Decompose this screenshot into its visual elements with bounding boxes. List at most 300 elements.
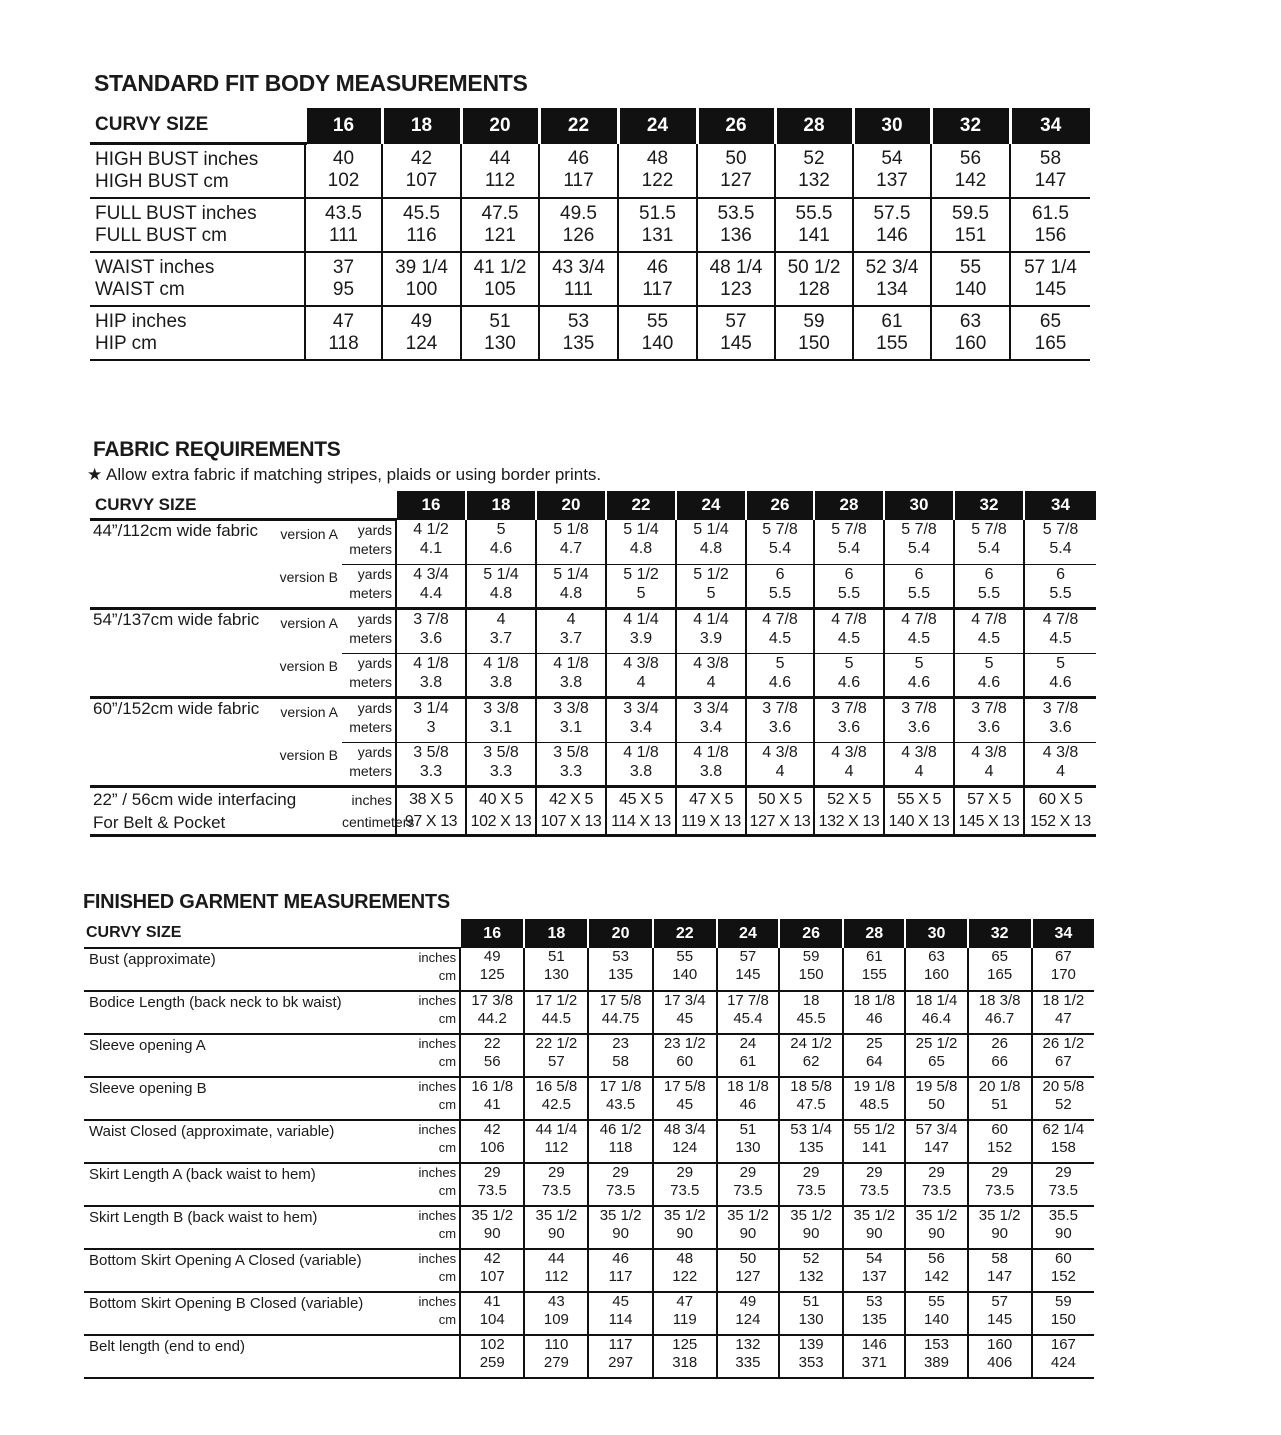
value-inches: 45.5 [403,203,440,224]
value-cm: 140 [641,333,674,354]
label-cm: HIGH BUST cm [95,171,229,192]
size-header: 26 [746,491,814,520]
value-meters: 4 [914,762,924,780]
value-inches: 59 [1055,1293,1072,1310]
value-inches: 51.5 [639,203,676,224]
value-inches: 49 [739,1293,757,1310]
value-yards: 6 [775,565,785,583]
value-yards: 5 [984,654,994,672]
garment-cell [460,948,524,991]
fabric-note-text: Allow extra fabric if matching stripes, plaids or using border prints. [106,465,602,484]
interfacing-width: 22” / 56cm wide interfacing [93,790,297,809]
value-yards: 5 1/4 [623,520,659,538]
value-inches: 52 X 5 [827,791,871,808]
interfacing-use: For Belt & Pocket [93,813,226,832]
value-inches: 46 1/2 [599,1121,642,1138]
garment-cell [1032,1163,1094,1206]
unit-yards: yards [357,700,393,716]
value-meters: 5.5 [977,584,1001,602]
value-inches: 50 X 5 [758,791,802,808]
unit-label [405,948,460,991]
measurement-cell [931,198,1010,252]
value-inches: 55 [959,257,982,278]
value-meters: 5.4 [1049,539,1072,557]
value-meters: 3.3 [489,762,513,780]
value-cm: 118 [608,1139,633,1156]
value-inches: 61 [865,948,883,965]
interfacing-cell [606,787,676,836]
value-inches: 35 1/2 [599,1207,642,1224]
value-inches: 46 [567,148,590,170]
measurement-cell [382,198,461,252]
value-inches: 41 [483,1293,501,1310]
value-cm: 45 [676,1010,694,1027]
garment-cell [968,1120,1032,1163]
fabric-cell [536,520,606,565]
measurement-cell [618,252,697,306]
value-cm: 140 [923,1311,949,1328]
size-header: 28 [775,108,853,144]
garment-cell [968,1249,1032,1292]
label-inches: HIP inches [95,311,187,332]
unit-cm: cm [438,968,457,983]
value-inches: 35 1/2 [663,1207,706,1224]
value-cm: 90 [991,1225,1008,1242]
value-cm: 128 [798,279,830,300]
garment-cell [968,1077,1032,1120]
unit-label [405,1034,460,1077]
value-cm: 165 [1034,333,1067,354]
fabric-cell [1024,742,1096,787]
value-cm: 73.5 [541,1182,571,1199]
value-meters: 4.8 [629,539,653,557]
unit-meters: meters [349,541,393,557]
garment-cell [968,1292,1032,1335]
fabric-version-row [90,698,1096,743]
value-yards: 3 7/8 [1042,700,1079,717]
measurement-row [90,144,1090,199]
label-cm: FULL BUST cm [95,225,227,246]
size-header: 32 [954,491,1024,520]
value-cm: 121 [484,225,516,246]
fabric-requirements-table [90,491,1096,837]
value-cm: 140 X 13 [888,813,950,830]
value-yards: 4 7/8 [831,611,867,628]
value-inches: 53 [567,311,590,332]
value-cm: 160 [954,333,987,354]
value-cm: 45.5 [796,1010,826,1027]
fabric-cell [676,742,746,787]
unit-cm: cm [438,1269,457,1284]
garment-cell [968,1163,1032,1206]
value-cm: 109 [543,1311,569,1328]
value-meters: 5.5 [768,584,792,602]
value-cm: 73.5 [733,1182,763,1199]
measurement-cell [618,144,697,199]
value-inches: 38 X 5 [409,791,453,808]
value-inches: 52 [803,148,825,170]
value-inches: 18 5/8 [790,1078,832,1095]
size-header: 24 [676,491,746,520]
value-inches: 47 [332,311,355,332]
value-meters: 5.4 [977,539,1001,557]
garment-cell [1032,1249,1094,1292]
value-inches: 23 [612,1035,629,1052]
garment-cell [843,1034,905,1077]
value-cm: 130 [798,1311,824,1328]
value-inches: 25 1/2 [915,1035,958,1052]
value-meters: 3.8 [489,673,513,691]
value-cm: 47.5 [796,1096,826,1113]
value-cm: 102 [327,170,360,192]
measurement-cell [539,198,618,252]
garment-cell [588,1249,652,1292]
size-header: 34 [1032,919,1094,948]
label-cm: WAIST cm [95,279,185,300]
measurement-cell [697,252,775,306]
garment-cell [524,1249,588,1292]
value-inches: 59.5 [952,203,989,224]
value-yards: 3 7/8 [901,700,937,717]
value-inches: 29 [612,1164,629,1181]
measurement-cell [931,252,1010,306]
value-inches: 17 7/8 [727,992,769,1009]
garment-cell [1032,1292,1094,1335]
label-inches: HIGH BUST inches [95,149,259,170]
value-yards: 4 1/4 [623,611,659,628]
value-inches: 57 3/4 [915,1121,958,1138]
value-cm: 145 [987,1311,1013,1328]
value-cm: 156 [1034,225,1067,246]
value-cm: 57 [548,1053,565,1070]
value-inches: 17 3/4 [663,992,706,1009]
fabric-cell [466,564,536,609]
garment-cell [1032,1120,1094,1163]
value-meters: 3.7 [489,630,513,647]
value-meters: 3.9 [699,630,723,647]
measurement-cell [775,252,853,306]
unit-label [405,1077,460,1120]
value-cm: 90 [1055,1225,1072,1242]
fabric-cell [1024,520,1096,565]
value-inches: 47 [676,1293,694,1310]
value-meters: 3.8 [419,673,443,691]
value-cm: 140 [954,279,987,300]
value-inches: 50 [725,148,747,170]
value-cm: 155 [861,966,887,983]
value-inches: 44 [548,1250,565,1267]
garment-cell [843,1292,905,1335]
unit-centimeters: centimeters [342,814,415,830]
value-yards: 3 3/4 [693,700,729,717]
measurement-cell [461,144,539,199]
value-cm: 424 [1050,1354,1076,1371]
value-inches: 153 [923,1336,949,1353]
garment-cell [717,1206,779,1249]
garment-cell [1032,1335,1094,1378]
value-meters: 4.1 [419,539,443,557]
value-meters: 3.8 [699,762,723,780]
value-cm: 97 X 13 [404,813,458,830]
garment-cell [905,1077,967,1120]
value-yards: 4 3/8 [1042,743,1079,761]
measurement-cell [539,306,618,360]
value-inches: 17 1/8 [599,1078,642,1095]
value-cm: 389 [923,1354,949,1371]
value-inches: 51 [489,311,511,332]
measurement-cell [931,306,1010,360]
value-meters: 4.5 [1049,630,1072,647]
version-label: version B [276,653,342,698]
value-inches: 117 [608,1336,633,1353]
value-inches: 35.5 [1048,1207,1078,1224]
size-header: 18 [524,919,588,948]
finished-garment-table [84,919,1094,1379]
value-cm: 107 [405,170,438,192]
value-cm: 147 [987,1268,1013,1285]
value-inches: 42 X 5 [549,791,593,808]
unit-yards: yards [357,565,393,582]
value-cm: 51 [991,1096,1008,1113]
value-inches: 29 [483,1164,501,1181]
garment-cell [524,1335,588,1378]
value-inches: 62 1/4 [1042,1121,1085,1138]
value-meters: 3.1 [489,719,513,736]
garment-cell [653,1077,717,1120]
measurement-cell [305,306,382,360]
fabric-cell [814,742,884,787]
garment-cell [653,1206,717,1249]
finished-header-row [84,919,1094,948]
value-inches: 43 3/4 [552,257,605,278]
label-inches: FULL BUST inches [95,203,257,224]
fabric-cell [396,653,466,698]
garment-cell [905,1335,967,1378]
value-cm: 47 [1055,1010,1072,1027]
value-inches: 43 [548,1293,565,1310]
garment-cell [968,1034,1032,1077]
garment-cell [968,991,1032,1034]
value-yards: 5 [775,654,785,672]
fabric-version-row [90,653,1096,698]
value-inches: 47.5 [481,203,519,224]
value-inches: 63 [928,948,945,965]
value-inches: 29 [676,1164,694,1181]
value-inches: 51 [802,1293,820,1310]
value-cm: 60 [676,1053,694,1070]
value-cm: 73.5 [796,1182,826,1199]
value-meters: 3.3 [419,762,443,780]
value-meters: 3.4 [629,719,653,736]
unit-meters: meters [349,630,393,646]
garment-cell [779,1249,843,1292]
interfacing-cell [396,787,466,836]
value-cm: 127 [735,1268,761,1285]
garment-cell [843,948,905,991]
fabric-cell [746,653,814,698]
garment-cell [588,948,652,991]
version-label: version A [280,526,338,542]
value-yards: 4 3/8 [762,743,798,761]
value-meters: 4.5 [977,630,1001,647]
value-inches: 45 X 5 [619,791,663,808]
size-header: 28 [814,491,884,520]
unit-inches: inches [351,792,393,808]
measurement-cell [697,198,775,252]
unit-label [405,1206,460,1249]
value-meters: 4.5 [837,630,861,647]
value-inches: 35 1/2 [853,1207,896,1224]
value-inches: 47 X 5 [689,791,733,808]
value-cm: 116 [406,225,437,246]
garment-cell [779,991,843,1034]
garment-label: Bottom Skirt Opening A Closed (variable) [84,1249,405,1292]
value-cm: 132 [798,170,830,192]
value-meters: 3.3 [559,762,583,780]
value-inches: 53 [612,948,629,965]
value-cm: 353 [798,1354,824,1371]
fabric-cell [884,564,954,609]
value-inches: 51 [739,1121,757,1138]
garment-cell [968,1335,1032,1378]
value-yards: 5 [1056,654,1065,672]
value-inches: 24 1/2 [790,1035,832,1052]
interfacing-cell [954,787,1024,836]
value-inches: 29 [1055,1164,1072,1181]
garment-cell [588,1120,652,1163]
measurement-cell [1010,144,1090,199]
size-header: 30 [884,491,954,520]
unit-yards: yards [357,654,393,671]
value-cm: 145 [1034,279,1067,300]
fabric-cell [954,742,1024,787]
size-header: 22 [653,919,717,948]
value-inches: 50 [739,1250,757,1267]
measurement-cell [305,198,382,252]
unit-cm: cm [438,1140,457,1155]
value-inches: 29 [928,1164,945,1181]
measurement-cell [775,144,853,199]
value-yards: 5 7/8 [1042,520,1079,538]
value-cm: 335 [735,1354,761,1371]
value-inches: 52 [802,1250,820,1267]
value-meters: 4.6 [489,539,513,557]
value-meters: 3.4 [699,719,723,736]
size-header: 16 [460,919,524,948]
measurement-cell [1010,306,1090,360]
value-meters: 3.6 [768,719,792,736]
size-header: 26 [697,108,775,144]
version-label: version A [280,704,338,720]
value-cm: 135 [608,966,634,983]
value-cm: 145 [720,333,752,354]
value-meters: 4.4 [419,584,443,602]
fabric-cell [746,698,814,743]
value-cm: 145 [735,966,761,983]
garment-label: Skirt Length B (back waist to hem) [84,1206,405,1249]
garment-label: Waist Closed (approximate, variable) [84,1120,405,1163]
value-cm: 90 [612,1225,629,1242]
unit-label [342,787,415,836]
value-yards: 3 3/8 [553,700,589,717]
value-cm: 50 [928,1096,945,1113]
value-inches: 48 [676,1250,694,1267]
fabric-cell [884,742,954,787]
value-yards: 3 5/8 [413,743,449,761]
unit-label [342,742,396,787]
garment-cell [460,1077,524,1120]
value-inches: 17 3/8 [471,992,514,1009]
value-inches: 48 1/4 [709,257,763,278]
unit-cm: cm [438,1011,457,1026]
value-cm: 130 [484,333,516,354]
value-cm: 73.5 [477,1182,507,1199]
value-yards: 5 [496,520,506,538]
measurement-cell [697,306,775,360]
value-cm: 122 [672,1268,698,1285]
value-inches: 24 [739,1035,757,1052]
value-inches: 18 3/8 [978,992,1021,1009]
value-cm: 160 [923,966,949,983]
value-yards: 4 1/2 [413,520,449,538]
value-meters: 3.9 [629,630,653,647]
fabric-cell [676,564,746,609]
value-inches: 55 [928,1293,945,1310]
value-yards: 5 7/8 [901,520,937,538]
value-cm: 297 [608,1354,634,1371]
value-inches: 19 1/8 [853,1078,896,1095]
unit-meters: meters [349,762,393,779]
garment-cell [905,1206,967,1249]
fabric-cell [466,609,536,654]
value-yards: 3 3/8 [483,700,519,717]
fabric-cell [676,520,746,565]
value-cm: 124 [672,1139,698,1156]
value-inches: 49 [483,948,501,965]
value-cm: 127 X 13 [749,813,811,830]
measurement-cell [931,144,1010,199]
value-cm: 151 [954,225,987,246]
garment-cell [968,1206,1032,1249]
value-cm: 90 [739,1225,757,1242]
garment-cell [588,991,652,1034]
interfacing-cell [676,787,746,836]
fabric-note [87,465,601,485]
unit-label [405,1249,460,1292]
value-inches: 48 3/4 [663,1121,706,1138]
measurement-cell [853,252,931,306]
value-meters: 3.7 [559,630,583,647]
value-cm: 130 [543,966,569,983]
garment-row [84,1206,1094,1249]
value-inches: 53.5 [717,203,755,224]
value-cm: 155 [876,333,908,354]
value-inches: 146 [861,1336,887,1353]
garment-cell [843,1120,905,1163]
unit-meters: meters [349,584,393,601]
unit-cm: cm [438,1097,457,1112]
value-inches: 35 1/2 [915,1207,958,1224]
value-cm: 90 [928,1225,945,1242]
fabric-cell [746,742,814,787]
value-yards: 3 7/8 [971,700,1007,717]
value-inches: 57 [991,1293,1008,1310]
unit-label [342,520,396,565]
fabric-cell [676,698,746,743]
size-header: 26 [779,919,843,948]
value-cm: 140 [672,966,698,983]
garment-cell [905,1034,967,1077]
